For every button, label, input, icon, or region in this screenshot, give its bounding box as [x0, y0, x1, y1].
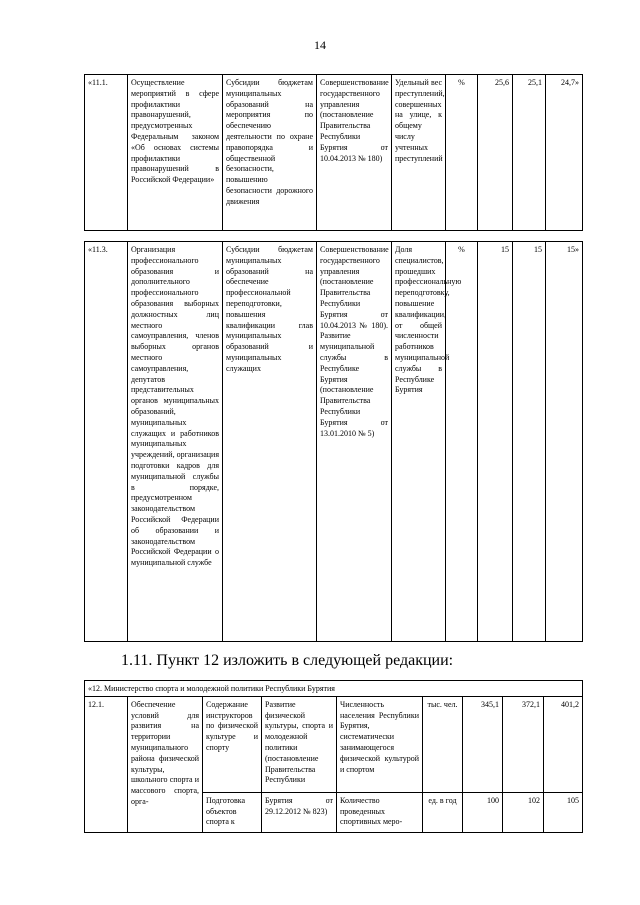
measure-cell: Обеспечение условий для развития на территории муниципального района физической культуры, школьного спорта и массового спорта, орга- — [128, 696, 203, 832]
section-heading: 1.11. Пункт 12 изложить в следующей редакции: — [121, 652, 454, 669]
page-number: 14 — [314, 38, 326, 52]
value-cell: 15 — [513, 242, 546, 642]
table-row — [85, 696, 583, 792]
value-cell: 105 — [544, 792, 583, 832]
table-row — [85, 75, 583, 231]
value-cell: 102 — [503, 792, 544, 832]
indicator-cell: Доля специалистов, прошедших профессиональную переподготовку, повышение квалификации, от общей численности работников муниципальной службы в Республике Бурятия — [392, 242, 446, 642]
unit-cell: % — [446, 75, 478, 231]
subsidy-cell: Содержание инструкторов по физической культуре и спорту — [203, 696, 262, 792]
program-cell: Развитие физической культуры, спорта и молодежной политики (постановление Правительства Республики — [262, 696, 337, 792]
row-number: «11.3. — [85, 242, 128, 642]
value-cell: 15 — [478, 242, 513, 642]
program-cell: Совершенствование государственного управления (постановление Правительства Республики Бурятия от 10.04.2013 № 180) — [317, 75, 392, 231]
table-item-11-3 — [84, 241, 583, 642]
indicator-cell: Удельный вес преступлений, совершенных на улице, к общему числу учтенных преступлений — [392, 75, 446, 231]
measure-cell: Осуществление мероприятий в сфере профилактики правонарушений, предусмотренных Федеральным законом «Об основах системы профилактики правонарушений в Российской Федерации» — [128, 75, 223, 231]
row-number: 12.1. — [85, 696, 128, 832]
value-cell: 15» — [546, 242, 583, 642]
program-cell: Бурятия от 29.12.2012 № 823) — [262, 792, 337, 832]
subsidy-cell: Субсидии бюджетам муниципальных образований на мероприятия по обеспечению деятельности по охране правопорядка и общественной безопасности, повышению безопасности дорожного движения — [223, 75, 317, 231]
program-cell: Совершенствование государственного управления (постановление Правительства Республики Бурятия от 10.04.2013 № 180). Развитие муниципальной службы в Республике Бурятия (постановление Правительства Республики Бурятия от 13.01.2010 № 5) — [317, 242, 392, 642]
section-title: «12. Министерство спорта и молодежной политики Республики Бурятия — [85, 681, 583, 697]
indicator-cell: Численность населения Республики Бурятия, систематически занимающегося физической культурой и спортом — [337, 696, 423, 792]
unit-cell: тыс. чел. — [423, 696, 463, 792]
unit-cell: ед. в год — [423, 792, 463, 832]
subsidy-cell: Субсидии бюджетам муниципальных образований на обеспечение профессиональной переподготовки, повышения квалификации глав муниципальных образований и муниципальных служащих — [223, 242, 317, 642]
value-cell: 24,7» — [546, 75, 583, 231]
row-number: «11.1. — [85, 75, 128, 231]
value-cell: 372,1 — [503, 696, 544, 792]
table-item-11-1 — [84, 74, 583, 231]
subsidy-cell: Подготовка объектов спорта к — [203, 792, 262, 832]
unit-cell: % — [446, 242, 478, 642]
value-cell: 25,1 — [513, 75, 546, 231]
section-title-row — [85, 681, 583, 697]
table-row — [85, 242, 583, 642]
value-cell: 25,6 — [478, 75, 513, 231]
value-cell: 100 — [463, 792, 503, 832]
value-cell: 401,2 — [544, 696, 583, 792]
measure-cell: Организация профессионального образования и дополнительного профессионального образования выборных должностных лиц местного самоуправления, членов выборных органов местного самоуправления, депутатов представительных органов муниципальных образований, муниципальных служащих и работников муниципальных учреждений, организация подготовки кадров для муниципальной службы в порядке, предусмотренном законодательством Российской Федерации об образовании и законодательством Российской Федерации о муниципальной службе — [128, 242, 223, 642]
indicator-cell: Количество проведенных спортивных меро- — [337, 792, 423, 832]
value-cell: 345,1 — [463, 696, 503, 792]
table-item-12 — [84, 680, 583, 833]
